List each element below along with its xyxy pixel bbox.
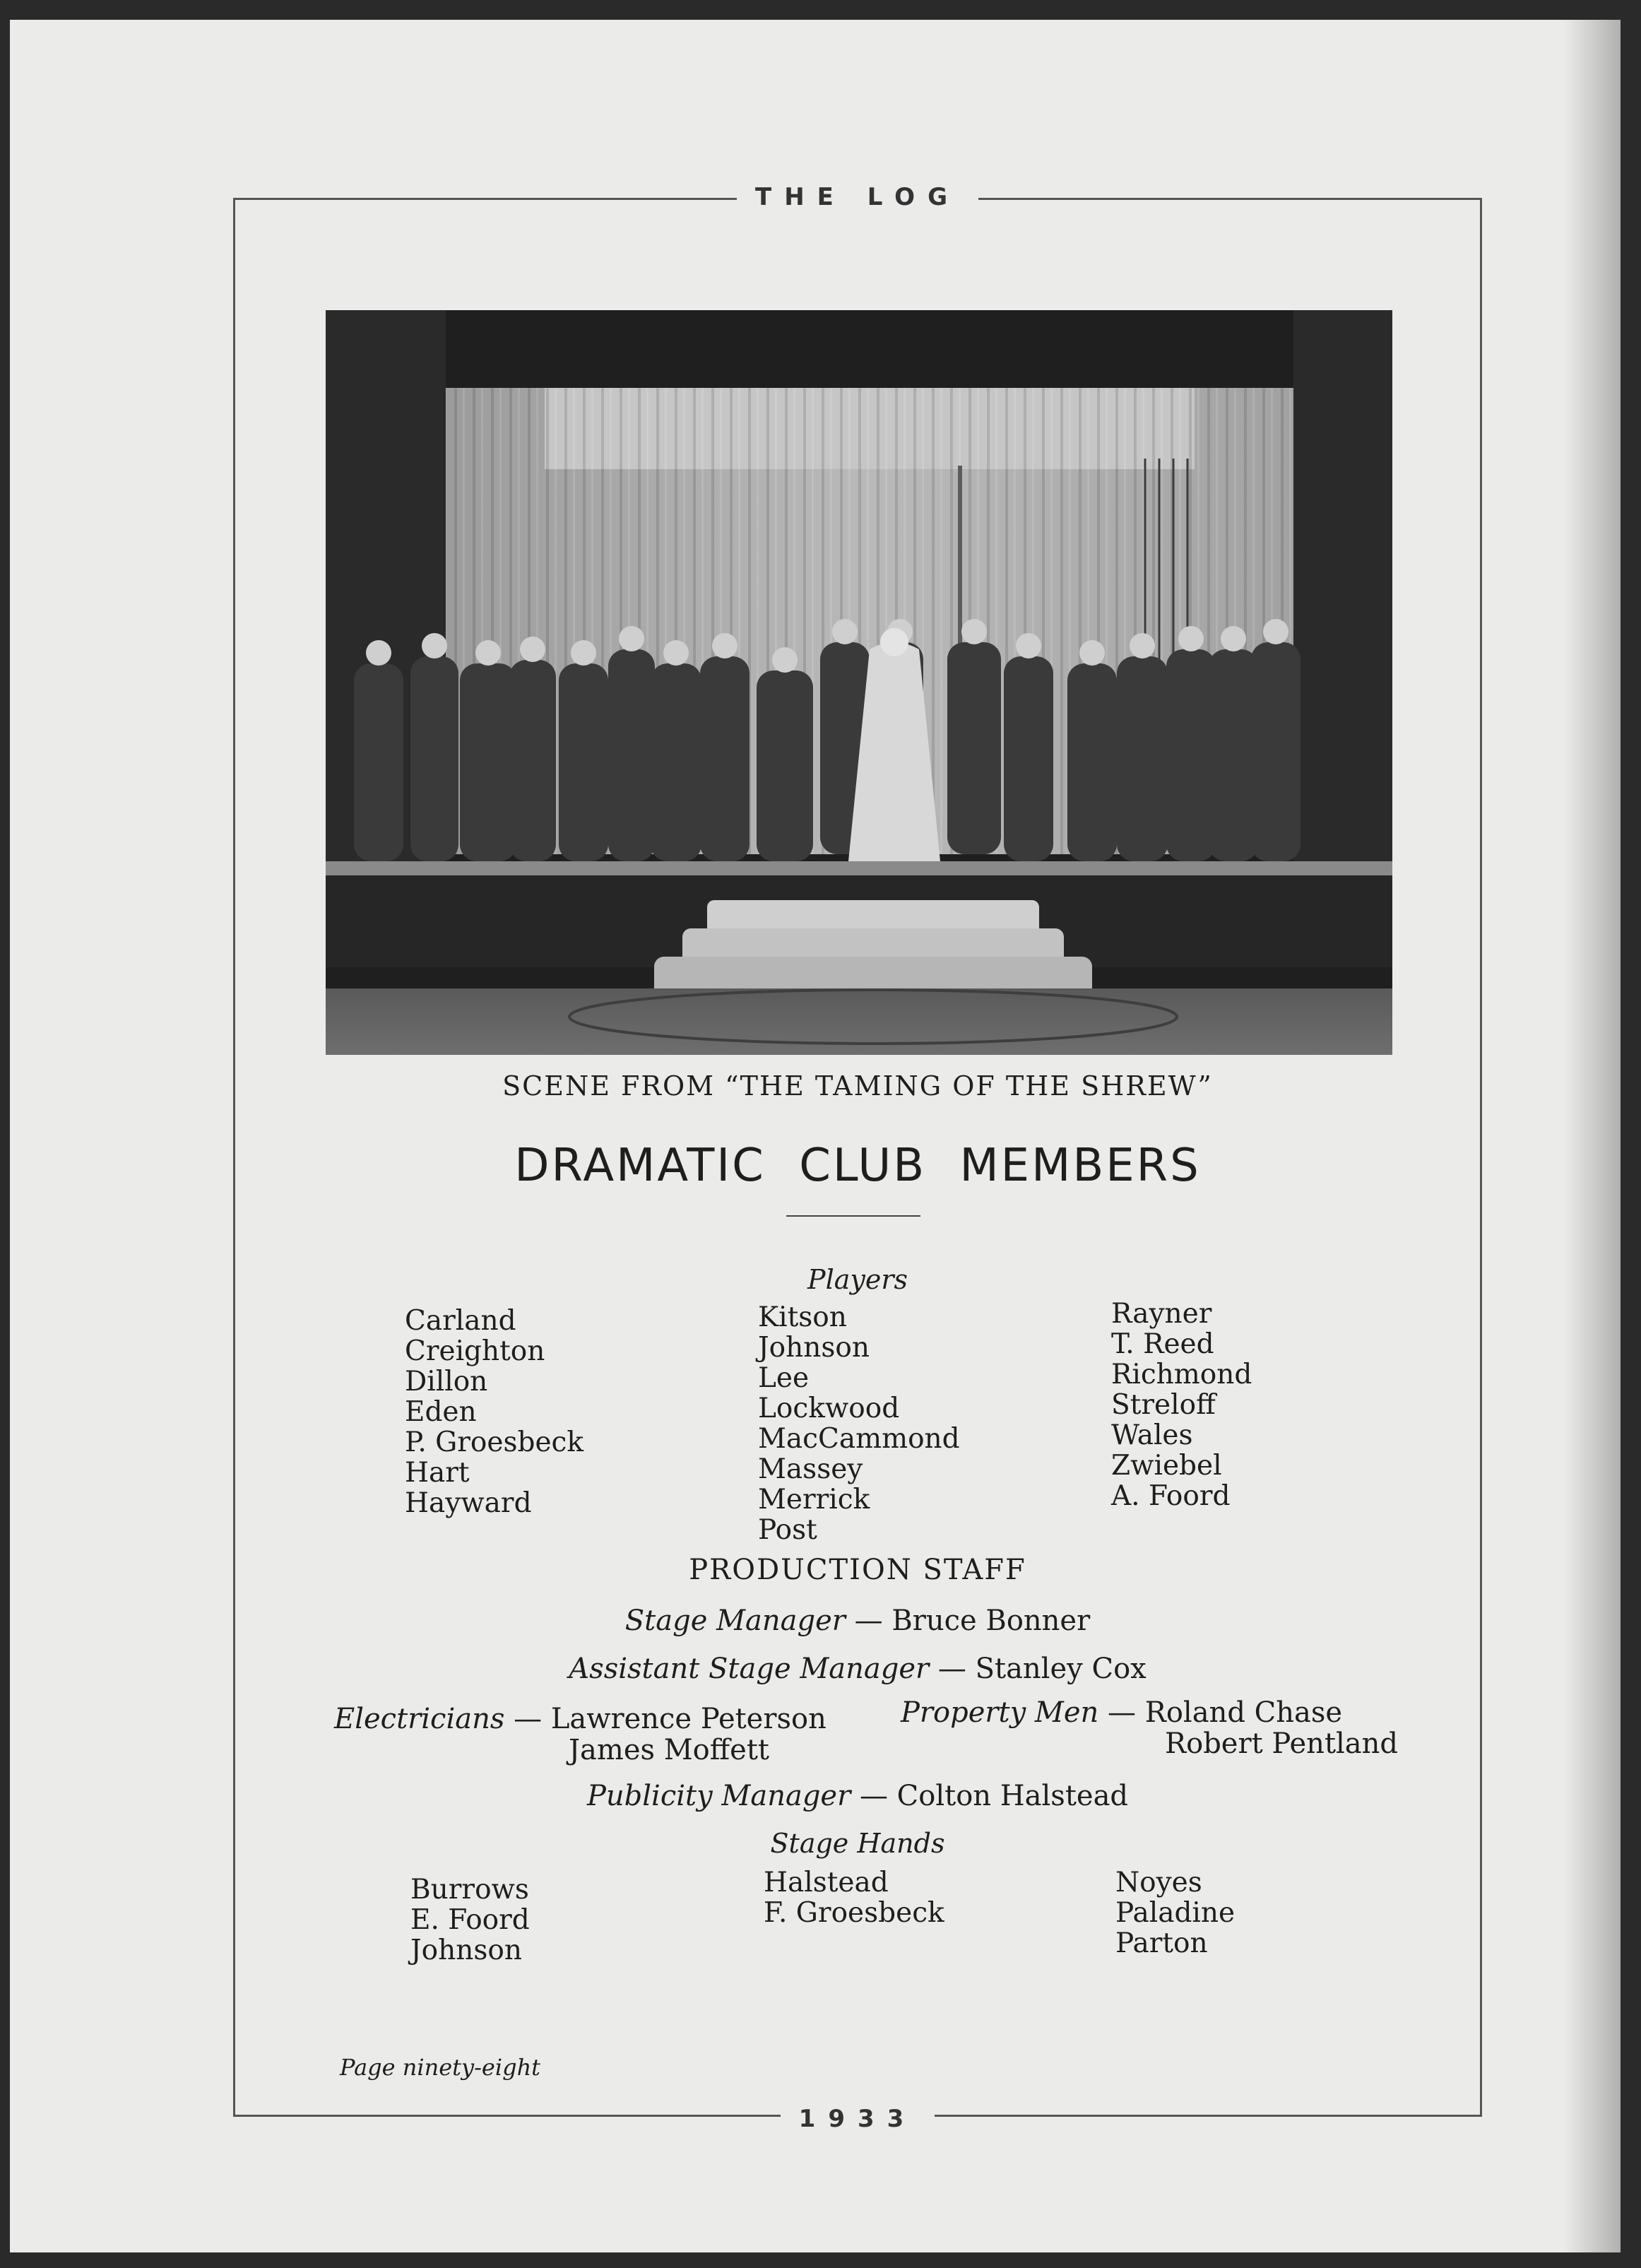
stage-hand-name: F. Groesbeck bbox=[764, 1897, 944, 1929]
binding-shadow bbox=[1564, 20, 1621, 2252]
running-head-text: THE LOG bbox=[737, 183, 978, 211]
stage-hand-name: Parton bbox=[1115, 1927, 1208, 1959]
player-name: Wales bbox=[1111, 1419, 1193, 1451]
assistant-stage-manager-name: Stanley Cox bbox=[975, 1653, 1147, 1685]
electricians-line bbox=[334, 1703, 827, 1735]
stage-hand-name: Noyes bbox=[1115, 1867, 1202, 1898]
player-name: MacCammond bbox=[758, 1423, 960, 1455]
electricians-role: Electricians bbox=[334, 1703, 505, 1735]
property-men-role: Property Men bbox=[901, 1696, 1099, 1729]
electrician-name-2: James Moffett bbox=[569, 1734, 770, 1766]
stage-hand-name: Halstead bbox=[764, 1867, 889, 1898]
stage-hand-name: E. Foord bbox=[410, 1904, 530, 1936]
stage-manager-name: Bruce Bonner bbox=[891, 1605, 1091, 1637]
player-name: Post bbox=[758, 1514, 817, 1546]
player-name: Massey bbox=[758, 1453, 863, 1485]
player-name: Lockwood bbox=[758, 1393, 900, 1424]
players-column-2 bbox=[758, 1302, 960, 1545]
stage-hands-label: Stage Hands bbox=[770, 1828, 945, 1859]
stage-manager-role: Stage Manager bbox=[624, 1605, 846, 1637]
property-man-name-2: Robert Pentland bbox=[1165, 1727, 1399, 1760]
player-name: Eden bbox=[405, 1396, 477, 1428]
photo-caption: SCENE FROM “THE TAMING OF THE SHREW” bbox=[502, 1070, 1213, 1101]
player-name: Rayner bbox=[1111, 1298, 1212, 1330]
property-men-line bbox=[901, 1696, 1342, 1729]
player-name: P. Groesbeck bbox=[405, 1427, 584, 1458]
stage-manager-line bbox=[235, 1605, 1480, 1637]
production-staff-title: PRODUCTION STAFF bbox=[689, 1554, 1026, 1586]
dash: — bbox=[1108, 1696, 1137, 1729]
player-name: T. Reed bbox=[1111, 1328, 1214, 1360]
running-head bbox=[235, 183, 1480, 211]
player-name: Merrick bbox=[758, 1484, 870, 1516]
player-name: Dillon bbox=[405, 1366, 488, 1398]
stage-photo bbox=[326, 310, 1392, 1055]
stage-hands-column-3 bbox=[1115, 1867, 1235, 1959]
assistant-stage-manager-role: Assistant Stage Manager bbox=[569, 1653, 930, 1685]
player-name: Streloff bbox=[1111, 1389, 1216, 1421]
dash: — bbox=[859, 1780, 888, 1812]
stage-hand-name: Burrows bbox=[410, 1874, 529, 1906]
stage-hands-column-1 bbox=[410, 1874, 530, 1966]
publicity-manager-role: Publicity Manager bbox=[586, 1780, 851, 1812]
player-name: A. Foord bbox=[1111, 1480, 1231, 1512]
players-column-1 bbox=[405, 1306, 583, 1518]
dash: — bbox=[937, 1653, 966, 1685]
player-name: Hayward bbox=[405, 1487, 532, 1519]
title-rule bbox=[786, 1215, 920, 1217]
running-foot bbox=[235, 2105, 1480, 2133]
page-frame bbox=[233, 183, 1482, 2133]
player-name: Zwiebel bbox=[1111, 1450, 1222, 1482]
assistant-stage-manager-line bbox=[235, 1653, 1480, 1685]
stage-hand-name: Johnson bbox=[410, 1935, 522, 1966]
dash: — bbox=[514, 1703, 543, 1735]
yearbook-page bbox=[10, 20, 1621, 2252]
player-name: Carland bbox=[405, 1305, 516, 1337]
players-column-3 bbox=[1111, 1299, 1252, 1511]
stage-hands-column-2 bbox=[764, 1867, 944, 1928]
player-name: Creighton bbox=[405, 1335, 545, 1367]
player-name: Kitson bbox=[758, 1301, 847, 1333]
player-name: Hart bbox=[405, 1457, 470, 1489]
property-man-name: Roland Chase bbox=[1144, 1696, 1343, 1729]
page-title: DRAMATIC CLUB MEMBERS bbox=[514, 1140, 1201, 1192]
publicity-manager-name: Colton Halstead bbox=[896, 1780, 1129, 1812]
publicity-manager-line bbox=[235, 1780, 1480, 1812]
player-name: Johnson bbox=[758, 1332, 870, 1364]
stage-hand-name: Paladine bbox=[1115, 1897, 1236, 1929]
dash: — bbox=[854, 1605, 883, 1637]
player-name: Richmond bbox=[1111, 1359, 1252, 1390]
players-label: Players bbox=[807, 1264, 908, 1295]
stage-scene-illustration bbox=[326, 310, 1392, 1055]
player-name: Lee bbox=[758, 1362, 810, 1394]
year-text: 1933 bbox=[781, 2105, 935, 2133]
page-number-label: Page ninety-eight bbox=[340, 2054, 541, 2081]
electrician-name: Lawrence Peterson bbox=[550, 1703, 827, 1735]
